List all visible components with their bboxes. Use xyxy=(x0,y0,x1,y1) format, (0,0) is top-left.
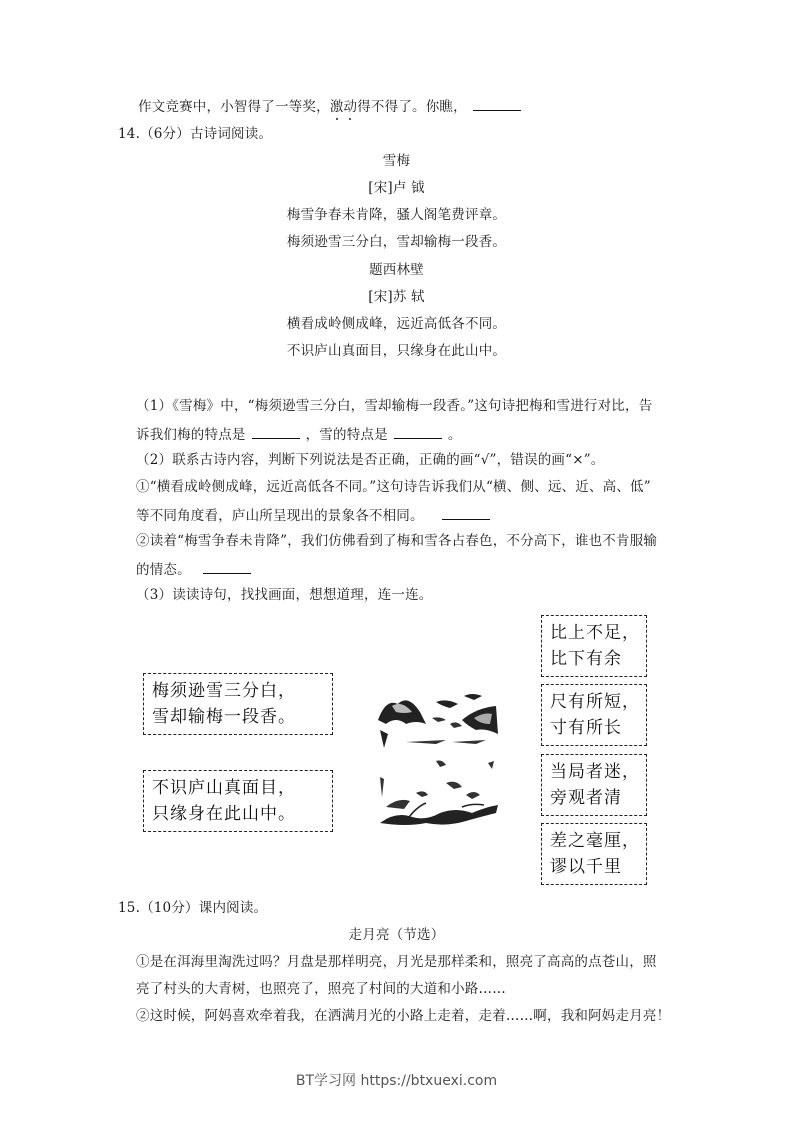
card-line: 比下有余 xyxy=(550,649,622,669)
mountain-landscape-image[interactable] xyxy=(376,690,500,750)
judgement-blank-1[interactable] xyxy=(442,505,490,520)
card-line: 寸有所长 xyxy=(550,718,622,738)
proverb-card-1[interactable] xyxy=(541,615,647,677)
sub2-item1-line2 xyxy=(136,505,496,525)
sub2-instruction: （2）联系古诗内容，判断下列说法是否正确，正确的画“√”，错误的画“×”。 xyxy=(136,452,605,468)
poem-title: 题西林壁 xyxy=(369,262,424,278)
poem-author: [宋]苏 轼 xyxy=(368,289,425,305)
card-line: 旁观者清 xyxy=(550,788,622,808)
sub2-text: 等不同角度看，庐山所呈现出的景象各不相同。 xyxy=(136,508,424,524)
card-line: 梅须逊雪三分白， xyxy=(152,681,296,701)
q15-header: 15.（10分）课内阅读。 xyxy=(118,900,268,916)
passage-para2-line1: ②这时候，阿妈喜欢牵着我，在洒满月光的小路上走着，走着……啊，我和阿妈走月亮！ xyxy=(136,1008,671,1024)
proverb-card-4[interactable] xyxy=(541,823,647,885)
passage-title: 走月亮（节选） xyxy=(348,927,445,943)
sub3-instruction: （3）读读诗句，找找画面，想想道理，连一连。 xyxy=(136,587,433,603)
poem-card-snow-plum[interactable] xyxy=(143,673,333,735)
judgement-blank-2[interactable] xyxy=(203,559,251,574)
passage-para1-line2: 亮了村头的大青树，也照亮了，照亮了村间的大道和小路…… xyxy=(136,981,506,997)
proverb-card-2[interactable] xyxy=(541,684,647,746)
card-line: 当局者迷， xyxy=(550,762,640,782)
card-line: 雪却输梅一段香。 xyxy=(152,707,296,727)
sentence-text: 作文竞赛中，小智得了一等奖， xyxy=(138,99,330,115)
snow-plum-landscape-image[interactable] xyxy=(376,757,500,827)
snow-trait-blank[interactable] xyxy=(394,424,442,439)
poem-line: 梅须逊雪三分白，雪却输梅一段香。 xyxy=(286,234,507,250)
sub2-item2-line2 xyxy=(136,559,257,579)
plum-trait-blank[interactable] xyxy=(252,424,300,439)
passage-para1-line1: ①是在洱海里淘洗过吗？月盘是那样明亮，月光是那样柔和，照亮了高高的点苍山，照 xyxy=(136,954,657,970)
answer-blank[interactable] xyxy=(473,96,521,111)
poem-title: 雪梅 xyxy=(382,153,411,169)
sentence-text: 得不得了。你瞧， xyxy=(357,99,467,115)
proverb-card-3[interactable] xyxy=(541,754,647,816)
poem-author: [宋]卢 钺 xyxy=(368,180,425,196)
card-line: 谬以千里 xyxy=(550,857,622,877)
watermark: BT学习网 https://btxuexi.com xyxy=(295,1073,498,1089)
q13-example-sentence xyxy=(138,96,527,116)
poem-line: 梅雪争春未肯降，骚人阁笔费评章。 xyxy=(286,207,507,223)
sub1-text: ，雪的特点是 xyxy=(305,427,388,443)
sub2-item1-line1: ①“横看成岭侧成峰，远近高低各不同。”这句诗告诉我们从“横、侧、远、近、高、低” xyxy=(136,479,651,495)
sub1-line2 xyxy=(136,424,462,444)
card-line: 尺有所短， xyxy=(550,692,640,712)
poem-line: 不识庐山真面目，只缘身在此山中。 xyxy=(286,343,507,359)
card-line: 只缘身在此山中。 xyxy=(152,804,296,824)
card-line: 比上不足， xyxy=(550,623,640,643)
sub1-text: 。 xyxy=(447,427,462,443)
sub1-line1: （1）《雪梅》中，“梅须逊雪三分白，雪却输梅一段香。”这句诗把梅和雪进行对比，告 xyxy=(136,398,653,414)
sub2-text: 的情态。 xyxy=(136,562,191,578)
emphasized-char: 激 xyxy=(329,99,344,115)
poem-card-lushan[interactable] xyxy=(143,770,333,832)
poem-line: 横看成岭侧成峰，远近高低各不同。 xyxy=(286,316,507,332)
sub1-text: 诉我们梅的特点是 xyxy=(136,427,246,443)
emphasized-char: 动 xyxy=(343,99,358,115)
sub2-item2-line1: ②读着“梅雪争春未肯降”，我们仿佛看到了梅和雪各占春色，不分高下，谁也不肯服输 xyxy=(136,533,658,549)
card-line: 差之毫厘， xyxy=(550,831,640,851)
q14-header: 14.（6分）古诗词阅读。 xyxy=(118,126,273,142)
card-line: 不识庐山真面目， xyxy=(152,778,296,798)
